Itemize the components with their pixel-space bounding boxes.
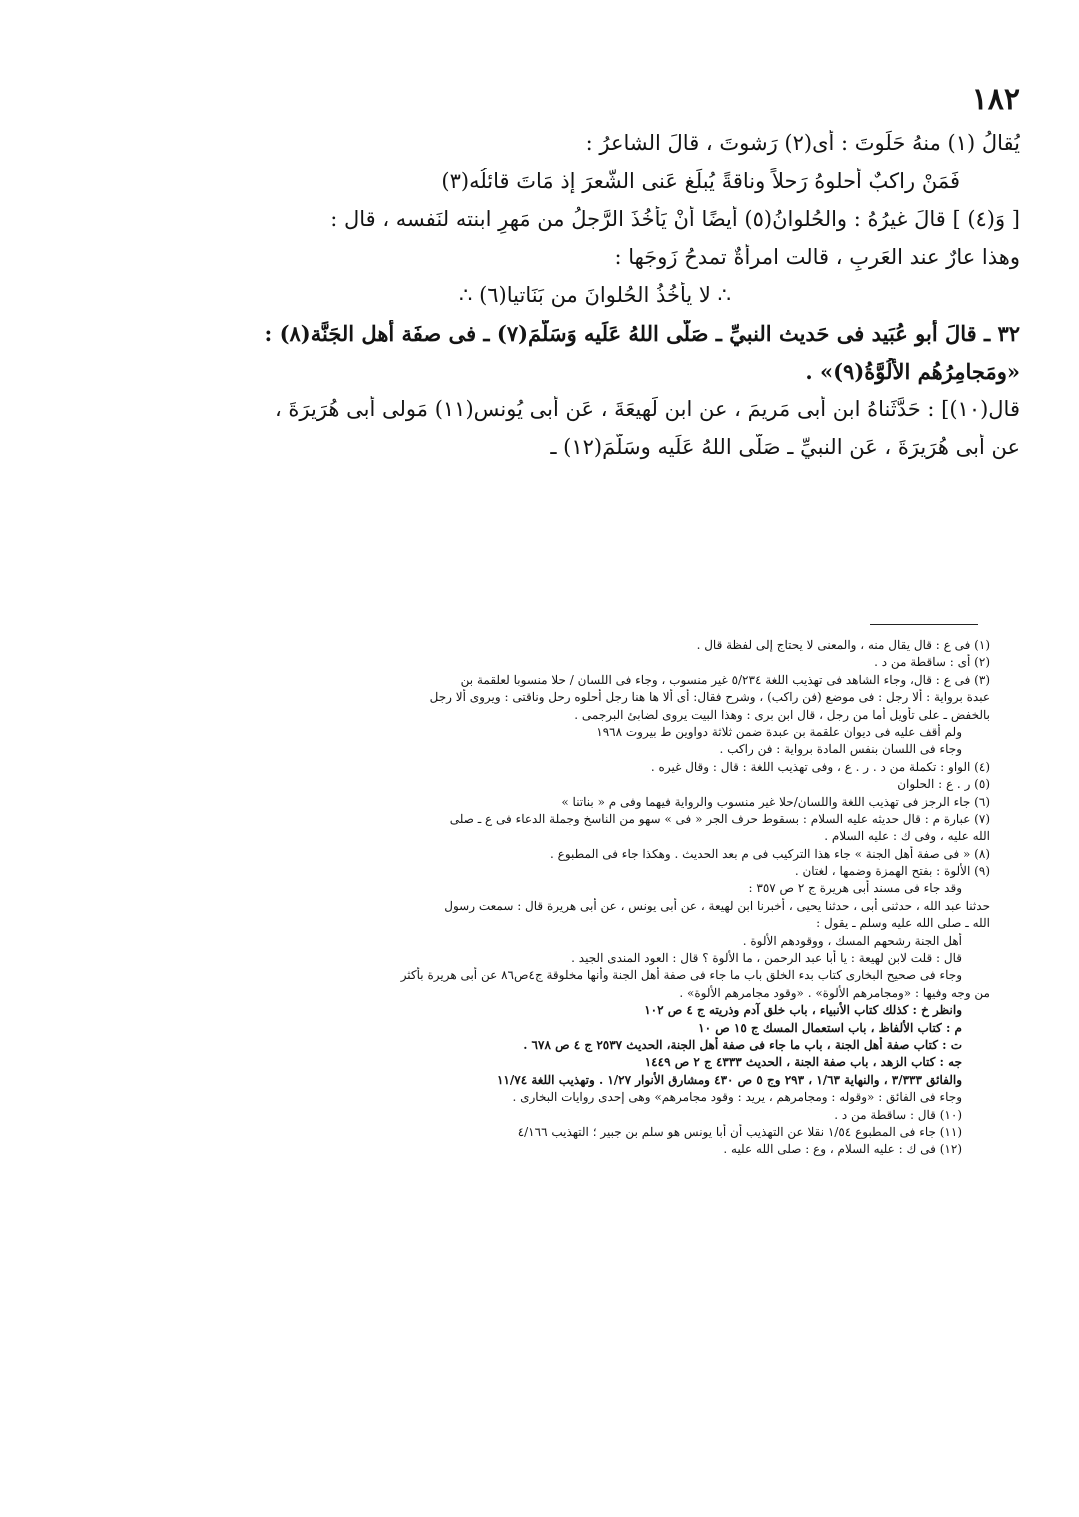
main-text-line: «ومَجامِرُهُم الألُوَّةُ(٩)» . <box>805 359 1020 384</box>
footnote-line: وقد جاء فى مسند أبى هريرة ج ٢ ص ٣٥٧ : <box>748 881 962 896</box>
footnote-line: (٥) ر . ع : الحلوان <box>897 777 990 792</box>
footnote-line: الله ـ صلى الله عليه وسلم ـ يقول : <box>816 916 990 931</box>
main-text-line: [ وَ(٤) ] قالَ غيرُهُ : والحُلوانُ(٥) أيضًا أَنْ يَأْخُذَ الرَّجلُ من مَهرِ ابنته لنَفسه ، قال : <box>330 207 1020 231</box>
footnote-line: (١١) جاء فى المطبوع ١/٥٤ نقلا عن التهذيب أن أبا يونس هو سلم بن جبير ؛ التهذيب ٤/١٦٦ <box>517 1124 962 1139</box>
main-text-line: ∴ لا يأْخُذُ الحُلوانَ من بَنَاتيا(٦) ∴ <box>459 283 731 307</box>
footnote-line: وانظر خ : كذلك كتاب الأنبياء ، باب خلق آدم وذريته ج ٤ ص ١٠٢ <box>644 1003 962 1018</box>
page-number: ١٨٢ <box>971 82 1020 117</box>
main-text-line: وهذا عارٌ عند العَربِ ، قالت امرأةٌ تمدحُ زَوجَها : <box>614 245 1020 269</box>
main-text <box>170 130 1020 472</box>
footnotes <box>100 637 990 1159</box>
footnote-line: بالخفض ـ على تأويل أما من رجل ، قال ابن برى : وهذا البيت يروى لضابئ البرجمى . <box>574 707 990 722</box>
footnote-line: ولم أقف عليه فى ديوان علقمة بن عبدة ضمن ثلاثة دواوين ط بيروت ١٩٦٨ <box>596 724 962 739</box>
footnote-line: من وجه وفيها : «ومجامرهم الألوة» . «وقود مجامرهم الألوة» . <box>679 985 990 1000</box>
footnote-line: ت : كتاب صفة أهل الجنة ، باب ما جاء فى صفة أهل الجنة، الحديث ٢٥٣٧ ج ٤ ص ٦٧٨ . <box>523 1037 962 1052</box>
footnote-line: (١٢) فى ك : عليه السلام ، وع : صلى الله عليه . <box>723 1142 962 1157</box>
footnote-line: (١٠) قال : ساقطة من د . <box>834 1107 962 1122</box>
footnote-line: قال : قلت لابن لهيعة : يا أبا عبد الرحمن ، ما الألوة ؟ قال : العود المندى الجيد . <box>571 951 962 966</box>
footnote-line: عبدة برواية : ألا رجل : فى موضع (فن راكب) ، وشرح فقال: أى ألا ها هنا رجل أحلوه رحل وناقتى : ويروى ألا رجل <box>429 690 990 705</box>
footnote-line: والفائق ٣/٣٣٣ ، والنهاية ١/٦٣ ، ٢٩٣ وج ٥ ص ٤٣٠ ومشارق الأنوار ١/٢٧ . وتهذيب اللغة ١١/٧٤ <box>496 1072 962 1087</box>
footnote-line: (٨) « فى صفة أهل الجنة » جاء هذا التركيب فى م بعد الحديث . وهكذا جاء فى المطبوع . <box>550 846 990 861</box>
footnote-line: حدثنا عبد الله ، حدثنى أبى ، حدثنا يحيى ، أخبرنا ابن لهيعة ، عن أبى يونس ، عن أبى هريرة قال : سمعت رسول <box>444 898 990 913</box>
footnote-line: (٩) الألوة : بفتح الهمزة وضمها ، لغتان . <box>794 864 990 879</box>
footnote-line: (١) فى ع : قال يقال منه ، والمعنى لا يحتاج إلى لفظة قال . <box>696 638 990 652</box>
footnote-line: وجاء فى اللسان بنفس المادة برواية : فن راكب . <box>719 742 962 757</box>
footnote-line: (٦) جاء الرجز فى تهذيب اللغة واللسان/حلا غير منسوب والرواية فيهما وفى م « بناتنا » <box>561 794 990 809</box>
main-text-line: قال(١٠)] : حَدَّثَناهُ ابن أبى مَريمَ ، عن ابن لَهيعَةَ ، عَن أبى يُونس(١١) مَولى أبى هُرَيرَةَ ، <box>274 397 1020 421</box>
footnote-line: أهل الجنة رشحهم المسك ، ووقودهم الألوة . <box>742 933 962 948</box>
main-text-line: ٣٢ ـ قالَ أبو عُبَيد فى حَديث النبيِّ ـ صَلَّى اللهُ عَلَيه وَسَلَّمَ(٧) ـ فى صفَة أهل الجَنَّة(٨) : <box>264 321 1020 346</box>
footnote-separator <box>870 624 978 625</box>
footnote-line: (٧) عبارة م : قال حديثه عليه السلام : بسقوط حرف الجر « فى » سهو من الناسخ وجملة الدعاء فى ع ـ صلى <box>449 811 990 826</box>
main-text-line: عن أبى هُرَيرَةَ ، عَن النبيِّ ـ صَلَّى اللهُ عَلَيه وسَلَّمَ(١٢) ـ <box>550 435 1020 459</box>
footnote-line: م : كتاب الألفاظ ، باب استعمال المسك ج ١٥ ص ١٠ <box>698 1020 962 1035</box>
footnote-line: (٤) الواو : تكملة من د . ر . ع ، وفى تهذيب اللغة : قال : وقال غيره . <box>650 759 990 774</box>
main-text-line: يُقالُ (١) منهُ حَلَوتَ : أى(٢) رَشوتَ ، قالَ الشاعرُ : <box>585 131 1020 155</box>
footnote-line: (٣) فى ع : قال، وجاء الشاهد فى تهذيب اللغة ٥/٢٣٤ غير منسوب ، وجاء فى اللسان / حلا منسوبا لعلقمة بن <box>460 672 990 687</box>
footnote-line: الله عليه ، وفى ك : عليه السلام . <box>824 829 990 844</box>
footnote-line: جه : كتاب الزهد ، باب صفة الجنة ، الحديث ٤٣٣٣ ج ٢ ص ١٤٤٩ <box>644 1055 962 1070</box>
footnote-line: وجاء فى الفائق : «وقوله : ومجامرهم ، يريد : وقود مجامرهم» وهى إحدى روايات البخارى . <box>512 1090 962 1105</box>
footnote-line: وجاء فى صحيح البخارى كتاب بدء الخلق باب ما جاء فى صفة أهل الجنة وأنها مخلوقة ج٤ص٨٦ عن أبى هريرة بأكثر <box>400 968 962 983</box>
main-text-line: فَمَنْ راكبٌ أحلوهُ رَحلاً وناقةً يُبلِّغ عَنى الشّعرَ إذ مَاتَ قائلُه(٣) <box>441 169 960 193</box>
footnote-line: (٢) أى : ساقطة من د . <box>874 655 990 670</box>
